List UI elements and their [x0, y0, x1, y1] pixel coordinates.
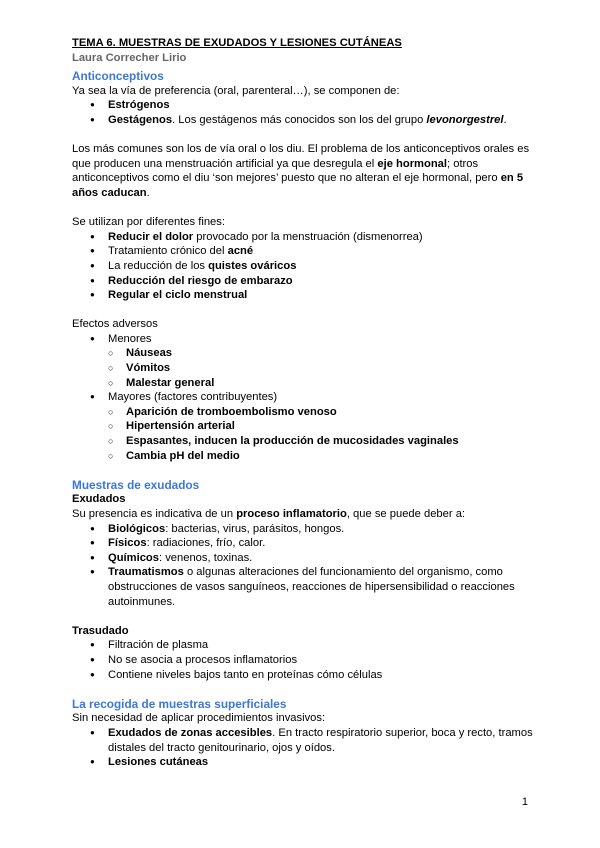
list-item: ● Reducción del riesgo de embarazo: [90, 274, 542, 289]
subheading-trasudado: Trasudado: [72, 624, 129, 637]
paragraph-oral-diu: Los más comunes son los de vía oral o los diu. El problema de los anticonceptivos orales es que producen una menstruación artificial ya que desregula el eje hormonal; otros anticonceptivos como el diu ‘son mejores’ puesto que no alteran el eje hormonal, pero en 5 años caducan.: [72, 143, 530, 199]
section-heading-recogida: La recogida de muestras superficiales: [72, 696, 287, 711]
list-item: ○ Espasantes, inducen la producción de mucosidades vaginales: [108, 434, 542, 449]
recogida-list: [72, 726, 542, 770]
list-item: ● Físicos: radiaciones, frío, calor.: [90, 536, 542, 551]
author-name: Laura Correcher Lirio: [72, 51, 187, 64]
section-heading-anticonceptivos: Anticonceptivos: [72, 69, 164, 84]
list-item: ○ Náuseas: [108, 346, 542, 361]
causas-list: [72, 522, 542, 610]
paragraph-usos: Se utilizan por diferentes fines:: [72, 216, 225, 229]
list-item: ● Biológicos: bacterias, virus, parásitos, hongos.: [90, 522, 542, 537]
paragraph-exudados: Su presencia es indicativa de un proceso inflamatorio, que se puede deber a:: [72, 508, 466, 520]
list-item: ● Traumatismos o algunas alteraciones del funcionamiento del organismo, como obstrucciones de vasos sanguíneos, reacciones de hipersensibilidad o reacciones autoinmunes.: [90, 565, 542, 609]
list-item: ● Gestágenos. Los gestágenos más conocidos son los del grupo levonorgestrel.: [90, 113, 542, 128]
subheading-exudados: Exudados: [72, 493, 126, 506]
list-item: ● Tratamiento crónico del acné: [90, 244, 542, 259]
section-heading-exudados: Muestras de exudados: [72, 477, 200, 492]
list-item: ○ Malestar general: [108, 376, 542, 391]
list-item: ● Lesiones cutáneas: [90, 755, 542, 770]
page-number: 1: [521, 796, 528, 808]
paragraph-intro: Ya sea la vía de preferencia (oral, parenteral…), se componen de:: [72, 84, 400, 97]
document-page: [72, 36, 542, 770]
list-item: ● Mayores (factores contribuyentes): [90, 390, 542, 405]
paragraph-efectos: Efectos adversos: [72, 318, 158, 331]
list-item: ● Menores: [90, 332, 542, 347]
list-item: ● La reducción de los quistes ováricos: [90, 259, 542, 274]
mayores-list: [72, 405, 542, 463]
list-item: ● Filtración de plasma: [90, 638, 542, 653]
list-item: ● Estrógenos: [90, 98, 542, 113]
page-title: TEMA 6. MUESTRAS DE EXUDADOS Y LESIONES CUTÁNEAS: [72, 37, 402, 49]
paragraph-recogida: Sin necesidad de aplicar procedimientos invasivos:: [72, 712, 326, 725]
usos-list: [72, 230, 542, 303]
menores-list: [72, 346, 542, 390]
list-item: ○ Aparición de tromboembolismo venoso: [108, 405, 542, 420]
list-item: ● Contiene niveles bajos tanto en proteínas cómo células: [90, 668, 542, 683]
efectos-list: [72, 332, 542, 347]
list-item: ● Químicos: venenos, toxinas.: [90, 551, 542, 566]
list-item: ● Exudados de zonas accesibles. En tracto respiratorio superior, boca y recto, tramos distales del tracto genitourinario, ojos y oídos.: [90, 726, 542, 755]
list-item: ● Regular el ciclo menstrual: [90, 288, 542, 303]
list-item: ○ Hipertensión arterial: [108, 419, 542, 434]
list-item: ○ Cambia pH del medio: [108, 449, 542, 464]
list-item: ○ Vómitos: [108, 361, 542, 376]
components-list: [72, 98, 542, 127]
list-item: ● Reducir el dolor provocado por la menstruación (dismenorrea): [90, 230, 542, 245]
list-item: ● No se asocia a procesos inflamatorios: [90, 653, 542, 668]
trasudado-list: [72, 638, 542, 682]
